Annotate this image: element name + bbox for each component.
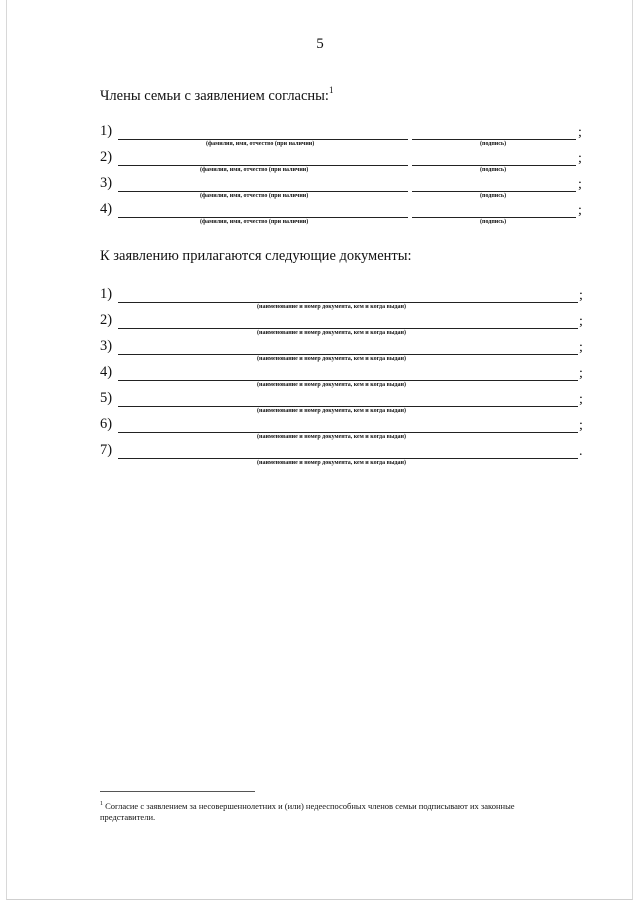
signature-field[interactable] [412,165,576,166]
name-caption: (фамилия, имя, отчество (при наличии) [200,219,309,225]
document-caption: (наименование и номер документа, кем и когда выдан) [257,330,406,336]
document-caption: (наименование и номер документа, кем и когда выдан) [257,434,406,440]
row-number: 1) [100,123,113,139]
footnote [100,799,560,824]
document-field[interactable] [118,432,578,433]
signature-caption: (подпись) [480,219,507,225]
row-number: 2) [100,312,113,328]
footnote-separator [100,791,255,792]
document-field[interactable] [118,380,578,381]
name-caption: (фамилия, имя, отчество (при наличии) [200,193,309,199]
row-end-punctuation: ; [578,177,582,192]
row-end-punctuation: ; [579,392,583,407]
document-field[interactable] [118,406,578,407]
name-field[interactable] [118,191,408,192]
document-caption: (наименование и номер документа, кем и когда выдан) [257,460,406,466]
row-end-punctuation: ; [578,151,582,166]
document-field[interactable] [118,328,578,329]
row-end-punctuation: ; [579,340,583,355]
row-number: 2) [100,149,113,165]
signature-caption: (подпись) [480,193,507,199]
row-number: 4) [100,201,113,217]
name-field[interactable] [118,139,408,140]
signature-caption: (подпись) [480,141,507,147]
document-field[interactable] [118,354,578,355]
name-field[interactable] [118,217,408,218]
footnote-text: Согласие с заявлением за несовершеннолетних и (или) недееспособных членов семьи подписывают их законные представители. [100,800,515,823]
row-number: 5) [100,390,113,406]
row-number: 7) [100,442,113,458]
document-caption: (наименование и номер документа, кем и когда выдан) [257,356,406,362]
row-number: 3) [100,175,113,191]
document-caption: (наименование и номер документа, кем и когда выдан) [257,382,406,388]
row-end-punctuation: ; [579,314,583,329]
signature-field[interactable] [412,217,576,218]
document-caption: (наименование и номер документа, кем и когда выдан) [257,408,406,414]
documents-heading: К заявлению прилагаются следующие документы: [100,248,412,264]
footnote-marker: 1 [100,801,103,807]
signature-caption: (подпись) [480,167,507,173]
row-number: 6) [100,416,113,432]
row-number: 3) [100,338,113,354]
row-end-punctuation: ; [579,288,583,303]
name-caption: (фамилия, имя, отчество (при наличии) [206,141,315,147]
row-end-punctuation: ; [579,418,583,433]
document-field[interactable] [118,458,578,459]
signature-field[interactable] [412,139,576,140]
row-number: 4) [100,364,113,380]
name-caption: (фамилия, имя, отчество (при наличии) [200,167,309,173]
row-end-punctuation: . [579,444,583,459]
document-caption: (наименование и номер документа, кем и когда выдан) [257,304,406,310]
footnote-reference: 1 [328,85,334,95]
family-consent-heading-text: Члены семьи с заявлением согласны: [100,87,329,104]
row-end-punctuation: ; [578,203,582,218]
name-field[interactable] [118,165,408,166]
document-field[interactable] [118,302,578,303]
family-consent-heading [100,86,333,105]
row-number: 1) [100,286,113,302]
row-end-punctuation: ; [578,125,582,140]
page-number: 5 [316,36,324,52]
signature-field[interactable] [412,191,576,192]
row-end-punctuation: ; [579,366,583,381]
